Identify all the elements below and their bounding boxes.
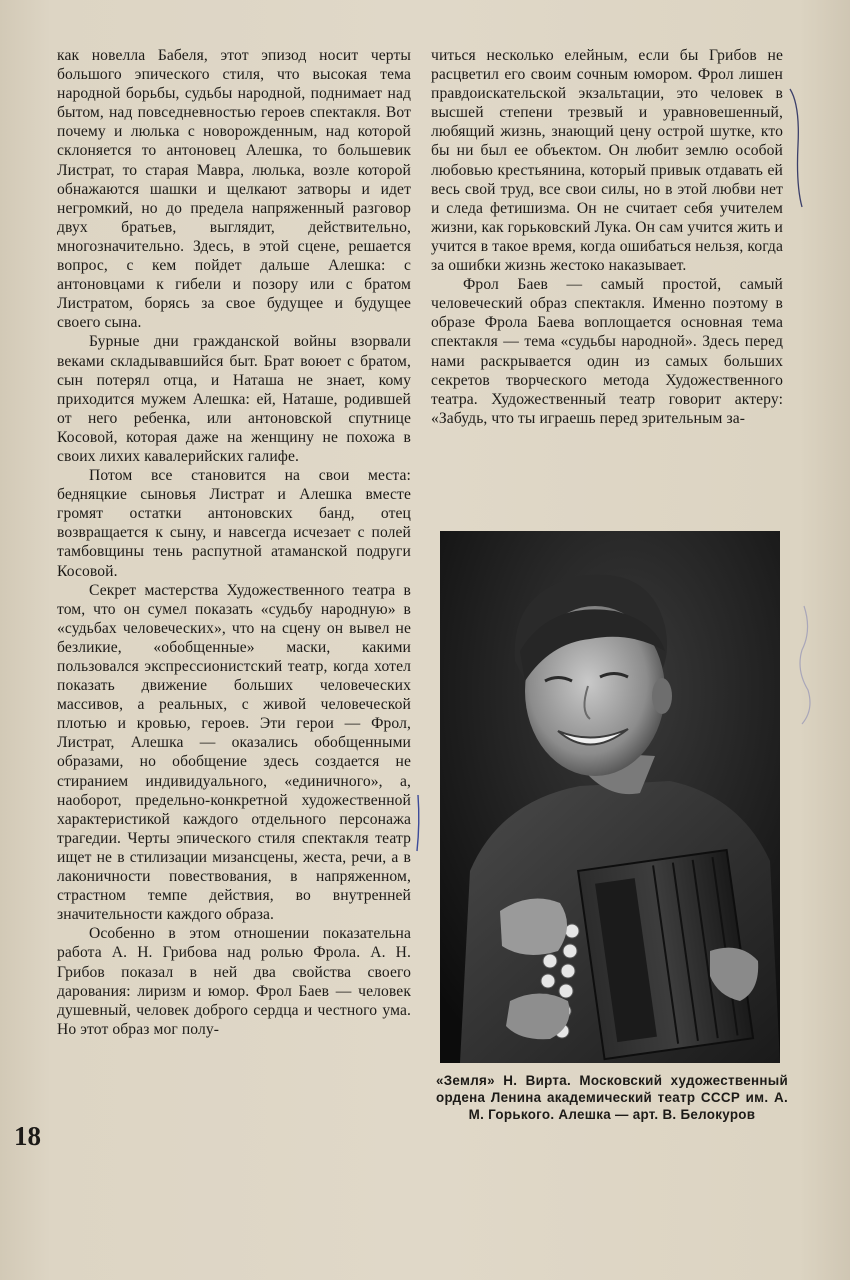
paragraph: как новелла Бабеля, этот эпизод носит черты большого эпического стиля, что высокая тема народной борьбы, судьбы народной, поднимает над бытом, над повседневностью героев спектакля. Вот почему и люлька с новорожденным, над которой склоняется то антоновец Алешка, то большевик Листрат, то старая Мавра, люлька, возле которой обнажаются шашки и щелкают затворы и идет негромкий, но до предела напряженный разговор двух братьев, выглядит, действительно, многозначительно. Здесь, в этой сцене, решается вопрос, с кем пойдет дальше Алешка: с антоновцами к гибели и позору или с братом Листратом, борясь за свое будущее и будущее своего сына. — [57, 47, 411, 332]
pencil-scribble-mark — [790, 600, 820, 730]
paragraph: Потом все становится на свои места: бедняцкие сыновья Листрат и Алешка вместе громят остатки антоновских банд, отец возвращается к сыну, и навсегда исчезает с полей тамбовщины тень распутной атаманской подруги Косовой. — [57, 467, 411, 580]
text-column-left — [57, 46, 411, 1039]
paragraph: Бурные дни гражданской войны взорвали веками складывавшийся быт. Брат воюет с братом, сын потерял отца, и Наташа не знает, кому приходится мужем Алешка: ей, Наташе, родившей от него ребенка, или антоновской спутнице Косовой, которая даже на женщину не похожа в своих лихих кавалерийских галифе. — [57, 333, 411, 465]
page-number: 18 — [14, 1121, 41, 1151]
paragraph: Особенно в этом отношении показательна работа А. Н. Грибова над ролью Фрола. А. Н. Грибов показал в ней два свойства своего дарования: лиризм и юмор. Фрол Баев — человек душевный, человек доброго сердца и честного ума. Но этот образ мог полу- — [57, 925, 411, 1038]
paragraph: Фрол Баев — самый простой, самый человеческий образ спектакля. Именно поэтому в образе Фрола Баева воплощается основная тема спектакля — тема «судьбы народной». Здесь перед нами раскрывается один из самых больших секретов творческого метода Художественного театра. Художественный театр говорит актеру: «Забудь, что ты играешь перед зрительным за- — [431, 276, 783, 427]
paragraph: читься несколько елейным, если бы Грибов не расцветил его своим сочным юмором. Фрол лишен правдоискательской экзальтации, это человек в высшей степени трезвый и уравновешенный, любящий жизнь, знающий цену острой шутке, кто бы ни был ее объектом. Он любит землю особой любовью крестьянина, который привык отдавать ей весь свой труд, все свои силы, но в этой любви нет и следа фетишизма. Он не считает себя учителем жизни, как горьковский Лука. Он сам учится жить и учится в такое время, когда ошибаться нельзя, когда за ошибки жизнь жестоко наказывает. — [431, 47, 783, 275]
pen-line-mark — [412, 793, 424, 853]
actor-photo — [440, 531, 780, 1063]
text-column-right — [431, 46, 783, 428]
paragraph: Секрет мастерства Художественного театра в том, что он сумел показать «судьбу народную» в «судьбах человеческих», что на сцену он вывел не безликие, «обобщенные» маски, какими пользовался экспрессионистский театр, когда хотел показать движение больших человеческих массивов, а реальных, с живой человеческой плотью и кровью, героев. Эти герои — Фрол, Листрат, Алешка — оказались обобщенными образами, но обобщение здесь создается не стиранием индивидуального, «единичного», а, наоборот, предельно-конкретной художественной характеристикой каждого отдельного персонажа трагедии. Черты эпического стиля спектакля театр ищет не в стилизации мизансцены, жеста, речи, а в лаконичности повествования, в напряженном, страстном темпе действия, во внутренней значительности каждого образа. — [57, 581, 411, 924]
pen-bracket-mark — [782, 85, 812, 215]
actor-photo-illustration — [440, 531, 780, 1063]
photo-caption: «Земля» Н. Вирта. Московский художественный ордена Ленина академический театр СССР им. А. М. Горького. Алешка — арт. В. Белокуров — [436, 1073, 788, 1122]
